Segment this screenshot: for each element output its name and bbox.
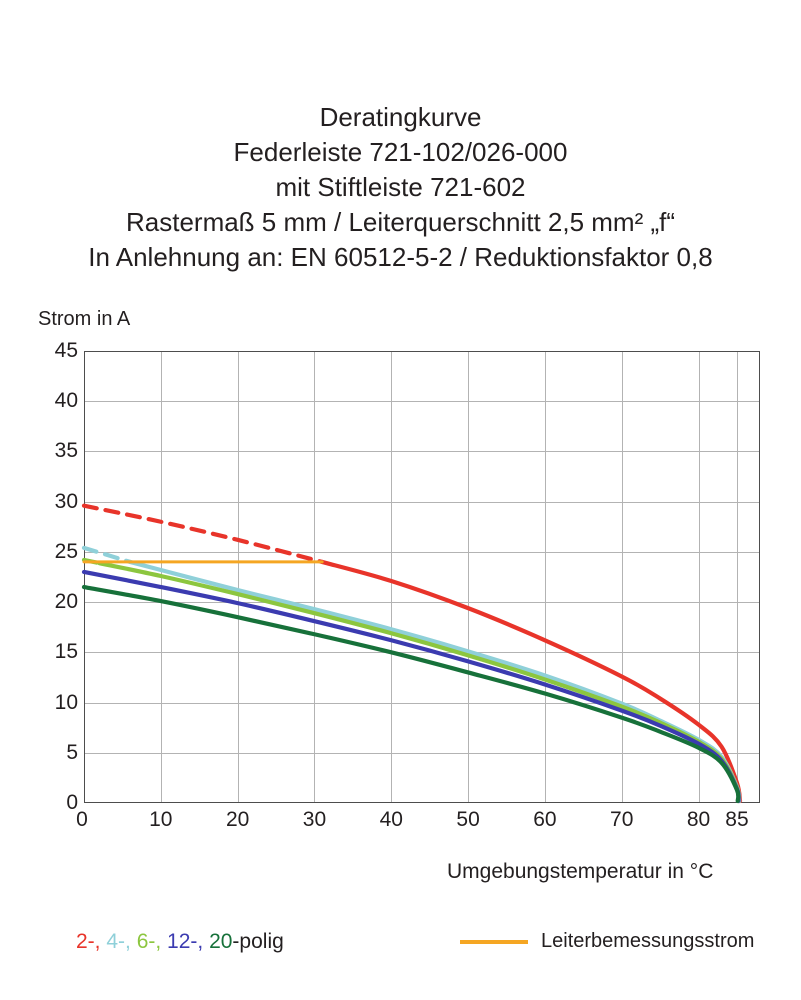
x-tick-label: 20: [225, 808, 250, 831]
legend-rated-current: [460, 930, 754, 953]
chart-title-block: [0, 100, 801, 275]
y-tick-label: 25: [54, 539, 78, 563]
title-line-4: Rastermaß 5 mm / Leiterquerschnitt 2,5 mm² „f“: [125, 207, 676, 237]
y-tick-label: 40: [54, 389, 78, 413]
legend-polig: [76, 930, 284, 954]
title-line-5: In Anlehnung an: EN 60512-5-2 / Reduktionsfaktor 0,8: [88, 242, 713, 272]
legend-polig-part: 6-,: [136, 930, 168, 953]
y-tick-label: 15: [54, 640, 78, 664]
legend-polig-part: 2-,: [76, 930, 107, 953]
curve-20-polig: [84, 587, 738, 801]
title-line-3: mit Stiftleiste 721-602: [275, 172, 526, 202]
legend-polig-part: 12-,: [167, 930, 210, 953]
title-line-2: Federleiste 721-102/026-000: [233, 137, 568, 167]
legend-polig-part: 20: [209, 930, 233, 953]
chart-area: [0, 300, 801, 920]
y-tick-label: 30: [54, 489, 78, 513]
plot-box: [84, 351, 760, 803]
x-tick-label: 0: [76, 808, 88, 831]
y-tick-label: 35: [54, 439, 78, 463]
x-tick-label: 40: [379, 808, 403, 831]
y-tick-label: 45: [54, 339, 78, 362]
y-axis-label: Strom in A: [38, 308, 131, 330]
curve-6-polig: [99, 563, 738, 801]
x-axis-tick-labels: [76, 808, 760, 838]
legend-polig-part: -polig: [232, 930, 284, 953]
x-tick-label: 70: [610, 808, 634, 831]
legend-polig-part: 4-,: [106, 930, 137, 953]
curve-2-polig: [84, 506, 322, 562]
x-tick-label: 50: [456, 808, 480, 831]
x-tick-label: 85: [725, 808, 749, 831]
legend-rated-current-label: Leiterbemessungsstrom: [541, 930, 755, 952]
curve-layer: [84, 351, 760, 803]
y-tick-label: 0: [66, 791, 78, 814]
x-axis-label: Umgebungstemperatur in °C: [447, 860, 714, 883]
title-line-1: Deratingkurve: [319, 102, 482, 132]
y-tick-label: 20: [54, 590, 78, 614]
x-tick-label: 10: [149, 808, 173, 831]
x-tick-label: 80: [686, 808, 711, 831]
legend: [0, 930, 801, 970]
x-tick-label: 60: [533, 808, 557, 831]
y-axis-tick-labels: [38, 339, 78, 814]
legend-line-swatch: [460, 940, 528, 944]
y-tick-label: 5: [66, 740, 78, 764]
y-tick-label: 10: [54, 690, 78, 714]
x-tick-label: 30: [302, 808, 327, 831]
